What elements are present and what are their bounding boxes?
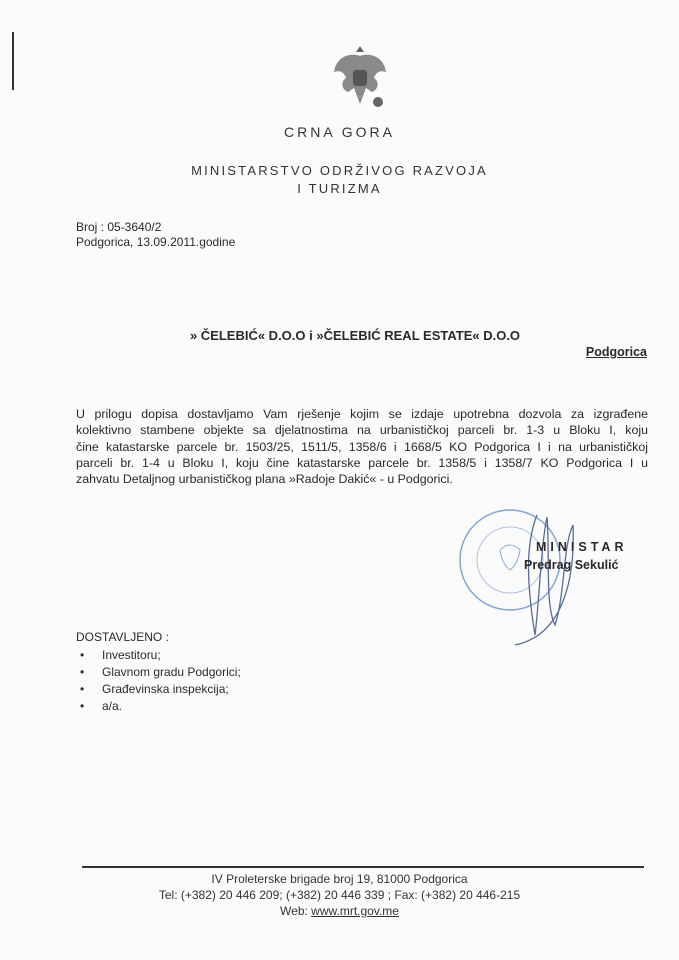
- distribution-item: • Investitoru;: [80, 648, 161, 662]
- footer-web: Web: www.mrt.gov.me: [280, 904, 399, 918]
- footer-phones: Tel: (+382) 20 446 209; (+382) 20 446 339 ; Fax: (+382) 20 446-215: [158, 888, 521, 902]
- distribution-heading: DOSTAVLJENO :: [76, 630, 169, 644]
- document-number: Broj : 05-3640/2: [76, 220, 162, 234]
- country-name: CRNA GORA: [283, 124, 395, 140]
- body-line: zahvatu Detaljnog urbanističkog plana »Radoje Dakić« - u Podgorici.: [76, 472, 453, 486]
- distribution-item: • Građevinska inspekcija;: [80, 682, 229, 696]
- recipient-name: » ČELEBIĆ« D.O.O i »ČELEBIĆ REAL ESTATE« D.O.O: [189, 328, 521, 343]
- signatory-title: MINISTAR: [536, 540, 628, 554]
- body-line: čine katastarske parcele br. 1503/25, 1511/5, 1358/6 i 1668/5 KO Podgorica I i na urbanističkoj: [76, 440, 648, 454]
- body-line: kolektivno stambene objekte sa djelatnostima na urbanističkoj parceli br. 1-3 u Bloku I, koju: [76, 423, 648, 437]
- website-link[interactable]: www.mrt.gov.me: [311, 904, 399, 918]
- recipient-city: Podgorica: [585, 345, 647, 359]
- body-line: U prilogu dopisa dostavljamo Vam rješenje kojim se izdaje upotrebna dozvola za izgrađene: [76, 407, 648, 421]
- margin-mark: [12, 32, 14, 90]
- place-date: Podgorica, 13.09.2011.godine: [76, 235, 236, 249]
- distribution-item: • Glavnom gradu Podgorici;: [80, 665, 241, 679]
- body-line: parceli br. 1-4 u Bloku I, koju čine katastarske parcele br. 1358/5 i 1358/7 KO Podgorica I u: [76, 456, 648, 470]
- official-stamp: [455, 505, 585, 655]
- ministry-name-line1: MINISTARSTVO ODRŽIVOG RAZVOJA: [191, 163, 488, 178]
- footer-divider: [82, 866, 644, 868]
- footer-address: IV Proleterske brigade broj 19, 81000 Podgorica: [211, 872, 468, 886]
- ministry-name-line2: I TURIZMA: [297, 181, 382, 196]
- signatory-name: Predrag Sekulić: [524, 558, 619, 572]
- coat-of-arms-emblem: [330, 42, 390, 114]
- distribution-item: • a/a.: [80, 699, 123, 713]
